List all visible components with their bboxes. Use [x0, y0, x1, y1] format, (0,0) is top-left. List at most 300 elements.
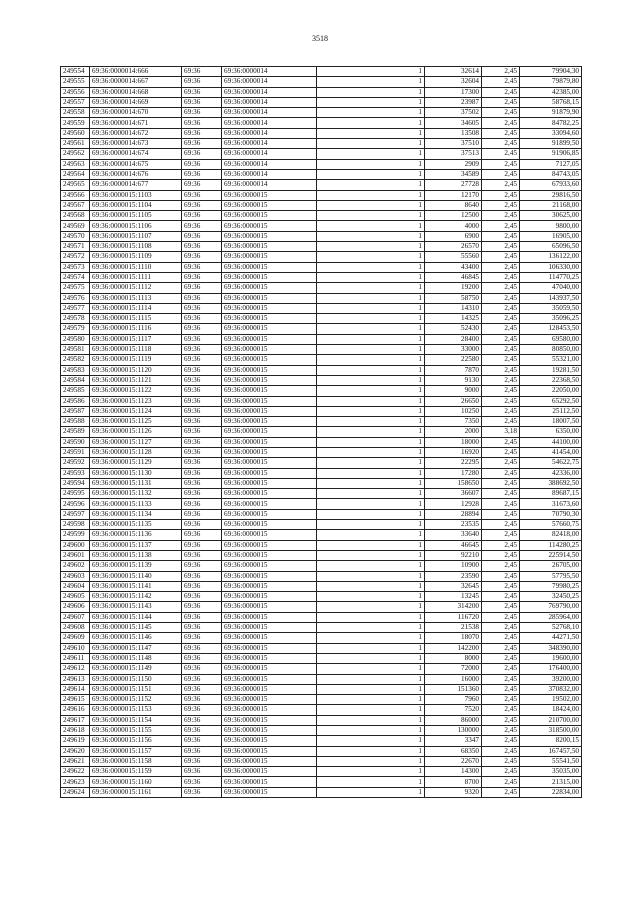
region-code: 69:36: [182, 437, 222, 447]
row-number: 249599: [61, 530, 90, 540]
cadastral-number: 69:36:0000015:1122: [90, 386, 182, 396]
value-cell: 67933,60: [520, 180, 582, 190]
table-row: [61, 180, 582, 190]
row-number: 249606: [61, 602, 90, 612]
area-cell: 34589: [425, 169, 482, 179]
rate-cell: 2,45: [482, 128, 520, 138]
cadastral-number: 69:36:0000015:1117: [90, 334, 182, 344]
cadastral-block: 69:36:0000014: [222, 139, 317, 149]
area-cell: 8640: [425, 200, 482, 210]
table-row: [61, 499, 582, 509]
cadastral-number: 69:36:0000015:1142: [90, 592, 182, 602]
region-code: 69:36: [182, 77, 222, 87]
area-cell: 13245: [425, 592, 482, 602]
region-code: 69:36: [182, 293, 222, 303]
cadastral-number: 69:36:0000015:1143: [90, 602, 182, 612]
value-cell: 26705,00: [520, 561, 582, 571]
value-cell: 54622,75: [520, 458, 582, 468]
value-cell: 8200,15: [520, 736, 582, 746]
row-number: 249574: [61, 272, 90, 282]
rate-cell: 2,45: [482, 386, 520, 396]
parcel-count: 1: [317, 77, 425, 87]
table-row: [61, 520, 582, 530]
parcel-count: 1: [317, 674, 425, 684]
rate-cell: 2,45: [482, 231, 520, 241]
rate-cell: 2,45: [482, 726, 520, 736]
table-row: [61, 458, 582, 468]
value-cell: 80850,00: [520, 345, 582, 355]
rate-cell: 2,45: [482, 314, 520, 324]
table-row: [61, 211, 582, 221]
region-code: 69:36: [182, 695, 222, 705]
parcel-count: 1: [317, 375, 425, 385]
row-number: 249584: [61, 375, 90, 385]
rate-cell: 2,45: [482, 674, 520, 684]
area-cell: 18070: [425, 633, 482, 643]
value-cell: 136122,00: [520, 252, 582, 262]
region-code: 69:36: [182, 602, 222, 612]
cadastral-block: 69:36:0000015: [222, 520, 317, 530]
cadastral-block: 69:36:0000015: [222, 221, 317, 231]
cadastral-block: 69:36:0000015: [222, 561, 317, 571]
table-row: [61, 283, 582, 293]
area-cell: 16000: [425, 674, 482, 684]
table-row: [61, 736, 582, 746]
area-cell: 2000: [425, 427, 482, 437]
row-number: 249571: [61, 242, 90, 252]
table-row: [61, 674, 582, 684]
cadastral-block: 69:36:0000015: [222, 478, 317, 488]
value-cell: 91906,85: [520, 149, 582, 159]
table-row: [61, 128, 582, 138]
rate-cell: 2,45: [482, 489, 520, 499]
row-number: 249556: [61, 87, 90, 97]
rate-cell: 2,45: [482, 571, 520, 581]
table-row: [61, 726, 582, 736]
cadastral-number: 69:36:0000015:1126: [90, 427, 182, 437]
region-code: 69:36: [182, 139, 222, 149]
row-number: 249623: [61, 777, 90, 787]
region-code: 69:36: [182, 262, 222, 272]
row-number: 249576: [61, 293, 90, 303]
cadastral-block: 69:36:0000014: [222, 108, 317, 118]
value-cell: 57660,75: [520, 520, 582, 530]
rate-cell: 2,45: [482, 108, 520, 118]
cadastral-block: 69:36:0000015: [222, 777, 317, 787]
cadastral-block: 69:36:0000015: [222, 787, 317, 797]
table-row: [61, 169, 582, 179]
region-code: 69:36: [182, 324, 222, 334]
region-code: 69:36: [182, 581, 222, 591]
table-row: [61, 324, 582, 334]
region-code: 69:36: [182, 406, 222, 416]
area-cell: 16920: [425, 447, 482, 457]
area-cell: 12500: [425, 211, 482, 221]
parcel-count: 1: [317, 417, 425, 427]
table-row: [61, 777, 582, 787]
area-cell: 4000: [425, 221, 482, 231]
area-cell: 72000: [425, 664, 482, 674]
area-cell: 22295: [425, 458, 482, 468]
cadastral-number: 69:36:0000015:1134: [90, 509, 182, 519]
row-number: 249565: [61, 180, 90, 190]
table-body: [61, 67, 582, 798]
rate-cell: 2,45: [482, 272, 520, 282]
rate-cell: 2,45: [482, 653, 520, 663]
parcel-count: 1: [317, 623, 425, 633]
cadastral-block: 69:36:0000015: [222, 509, 317, 519]
area-cell: 7870: [425, 365, 482, 375]
area-cell: 32645: [425, 581, 482, 591]
area-cell: 43400: [425, 262, 482, 272]
cadastral-block: 69:36:0000015: [222, 633, 317, 643]
area-cell: 158650: [425, 478, 482, 488]
row-number: 249613: [61, 674, 90, 684]
value-cell: 9800,00: [520, 221, 582, 231]
region-code: 69:36: [182, 643, 222, 653]
area-cell: 23590: [425, 571, 482, 581]
row-number: 249614: [61, 684, 90, 694]
cadastral-number: 69:36:0000014:673: [90, 139, 182, 149]
value-cell: 106330,00: [520, 262, 582, 272]
row-number: 249559: [61, 118, 90, 128]
row-number: 249583: [61, 365, 90, 375]
parcel-count: 1: [317, 303, 425, 313]
cadastral-block: 69:36:0000014: [222, 128, 317, 138]
region-code: 69:36: [182, 200, 222, 210]
cadastral-block: 69:36:0000015: [222, 200, 317, 210]
region-code: 69:36: [182, 365, 222, 375]
value-cell: 18424,00: [520, 705, 582, 715]
row-number: 249594: [61, 478, 90, 488]
value-cell: 210700,00: [520, 715, 582, 725]
cadastral-number: 69:36:0000015:1104: [90, 200, 182, 210]
parcel-count: 1: [317, 561, 425, 571]
value-cell: 35096,25: [520, 314, 582, 324]
area-cell: 86000: [425, 715, 482, 725]
cadastral-block: 69:36:0000014: [222, 149, 317, 159]
row-number: 249557: [61, 97, 90, 107]
cadastral-block: 69:36:0000015: [222, 324, 317, 334]
region-code: 69:36: [182, 417, 222, 427]
value-cell: 44271,50: [520, 633, 582, 643]
cadastral-block: 69:36:0000014: [222, 77, 317, 87]
cadastral-number: 69:36:0000015:1147: [90, 643, 182, 653]
table-row: [61, 272, 582, 282]
rate-cell: 2,45: [482, 67, 520, 77]
region-code: 69:36: [182, 550, 222, 560]
value-cell: 52768,10: [520, 623, 582, 633]
row-number: 249579: [61, 324, 90, 334]
rate-cell: 2,45: [482, 221, 520, 231]
rate-cell: 2,45: [482, 334, 520, 344]
value-cell: 44100,00: [520, 437, 582, 447]
parcel-count: 1: [317, 169, 425, 179]
rate-cell: 2,45: [482, 550, 520, 560]
cadastral-block: 69:36:0000015: [222, 499, 317, 509]
parcel-count: 1: [317, 458, 425, 468]
table-row: [61, 118, 582, 128]
area-cell: 36607: [425, 489, 482, 499]
cadastral-number: 69:36:0000015:1140: [90, 571, 182, 581]
row-number: 249590: [61, 437, 90, 447]
rate-cell: 2,45: [482, 602, 520, 612]
parcel-count: 1: [317, 499, 425, 509]
rate-cell: 2,45: [482, 612, 520, 622]
rate-cell: 2,45: [482, 396, 520, 406]
value-cell: 25112,50: [520, 406, 582, 416]
rate-cell: 2,45: [482, 262, 520, 272]
region-code: 69:36: [182, 684, 222, 694]
rate-cell: 2,45: [482, 417, 520, 427]
parcel-count: 1: [317, 159, 425, 169]
cadastral-number: 69:36:0000015:1106: [90, 221, 182, 231]
rate-cell: 2,45: [482, 592, 520, 602]
parcel-count: 1: [317, 447, 425, 457]
table-row: [61, 571, 582, 581]
value-cell: 70790,30: [520, 509, 582, 519]
row-number: 249610: [61, 643, 90, 653]
table-row: [61, 787, 582, 797]
table-row: [61, 530, 582, 540]
cadastral-number: 69:36:0000015:1136: [90, 530, 182, 540]
row-number: 249595: [61, 489, 90, 499]
cadastral-block: 69:36:0000015: [222, 386, 317, 396]
region-code: 69:36: [182, 736, 222, 746]
region-code: 69:36: [182, 396, 222, 406]
cadastral-number: 69:36:0000015:1156: [90, 736, 182, 746]
area-cell: 46845: [425, 272, 482, 282]
cadastral-number: 69:36:0000015:1129: [90, 458, 182, 468]
region-code: 69:36: [182, 458, 222, 468]
cadastral-number: 69:36:0000015:1114: [90, 303, 182, 313]
table-row: [61, 612, 582, 622]
region-code: 69:36: [182, 623, 222, 633]
parcel-count: 1: [317, 118, 425, 128]
value-cell: 7127,05: [520, 159, 582, 169]
table-row: [61, 695, 582, 705]
area-cell: 37510: [425, 139, 482, 149]
cadastral-number: 69:36:0000015:1115: [90, 314, 182, 324]
rate-cell: 2,45: [482, 736, 520, 746]
value-cell: 19502,00: [520, 695, 582, 705]
area-cell: 7520: [425, 705, 482, 715]
cadastral-number: 69:36:0000015:1153: [90, 705, 182, 715]
parcel-count: 1: [317, 684, 425, 694]
cadastral-number: 69:36:0000015:1155: [90, 726, 182, 736]
parcel-count: 1: [317, 612, 425, 622]
value-cell: 82418,00: [520, 530, 582, 540]
row-number: 249561: [61, 139, 90, 149]
rate-cell: 2,45: [482, 705, 520, 715]
value-cell: 18007,50: [520, 417, 582, 427]
cadastral-number: 69:36:0000015:1111: [90, 272, 182, 282]
cadastral-number: 69:36:0000015:1128: [90, 447, 182, 457]
value-cell: 285964,00: [520, 612, 582, 622]
table-row: [61, 149, 582, 159]
value-cell: 19600,00: [520, 653, 582, 663]
value-cell: 22834,00: [520, 787, 582, 797]
cadastral-number: 69:36:0000015:1124: [90, 406, 182, 416]
page-number: 3518: [312, 34, 328, 43]
table-row: [61, 664, 582, 674]
parcel-count: 1: [317, 736, 425, 746]
area-cell: 92210: [425, 550, 482, 560]
row-number: 249575: [61, 283, 90, 293]
region-code: 69:36: [182, 592, 222, 602]
area-cell: 7350: [425, 417, 482, 427]
region-code: 69:36: [182, 190, 222, 200]
parcel-count: 1: [317, 231, 425, 241]
parcel-count: 1: [317, 756, 425, 766]
cadastral-block: 69:36:0000015: [222, 458, 317, 468]
cadastral-block: 69:36:0000015: [222, 396, 317, 406]
row-number: 249601: [61, 550, 90, 560]
cadastral-number: 69:36:0000015:1125: [90, 417, 182, 427]
parcel-count: 1: [317, 509, 425, 519]
parcel-count: 1: [317, 468, 425, 478]
parcel-count: 1: [317, 705, 425, 715]
table-row: [61, 396, 582, 406]
parcel-count: 1: [317, 777, 425, 787]
rate-cell: 2,45: [482, 375, 520, 385]
region-code: 69:36: [182, 715, 222, 725]
rate-cell: 2,45: [482, 767, 520, 777]
cadastral-block: 69:36:0000015: [222, 283, 317, 293]
row-number: 249578: [61, 314, 90, 324]
value-cell: 55541,50: [520, 756, 582, 766]
row-number: 249568: [61, 211, 90, 221]
area-cell: 33000: [425, 345, 482, 355]
area-cell: 6900: [425, 231, 482, 241]
rate-cell: 2,45: [482, 200, 520, 210]
cadastral-block: 69:36:0000015: [222, 674, 317, 684]
value-cell: 42336,00: [520, 468, 582, 478]
rate-cell: 2,45: [482, 118, 520, 128]
cadastral-block: 69:36:0000015: [222, 746, 317, 756]
value-cell: 65096,50: [520, 242, 582, 252]
area-cell: 130000: [425, 726, 482, 736]
cadastral-number: 69:36:0000015:1159: [90, 767, 182, 777]
cadastral-block: 69:36:0000015: [222, 211, 317, 221]
area-cell: 27728: [425, 180, 482, 190]
table-row: [61, 715, 582, 725]
rate-cell: 2,45: [482, 242, 520, 252]
parcel-count: 1: [317, 242, 425, 252]
table-row: [61, 653, 582, 663]
parcel-count: 1: [317, 128, 425, 138]
region-code: 69:36: [182, 128, 222, 138]
cadastral-block: 69:36:0000015: [222, 447, 317, 457]
value-cell: 21315,00: [520, 777, 582, 787]
value-cell: 6350,00: [520, 427, 582, 437]
cadastral-value-table: [60, 66, 582, 798]
row-number: 249570: [61, 231, 90, 241]
region-code: 69:36: [182, 67, 222, 77]
region-code: 69:36: [182, 345, 222, 355]
region-code: 69:36: [182, 108, 222, 118]
cadastral-block: 69:36:0000015: [222, 375, 317, 385]
parcel-count: 1: [317, 149, 425, 159]
region-code: 69:36: [182, 221, 222, 231]
parcel-count: 1: [317, 726, 425, 736]
cadastral-number: 69:36:0000015:1151: [90, 684, 182, 694]
table-row: [61, 242, 582, 252]
rate-cell: 2,45: [482, 746, 520, 756]
table-row: [61, 592, 582, 602]
row-number: 249586: [61, 396, 90, 406]
rate-cell: 2,45: [482, 87, 520, 97]
rate-cell: 2,45: [482, 447, 520, 457]
cadastral-number: 69:36:0000014:672: [90, 128, 182, 138]
cadastral-number: 69:36:0000015:1133: [90, 499, 182, 509]
table-row: [61, 77, 582, 87]
value-cell: 29816,50: [520, 190, 582, 200]
cadastral-block: 69:36:0000015: [222, 550, 317, 560]
region-code: 69:36: [182, 314, 222, 324]
row-number: 249597: [61, 509, 90, 519]
parcel-count: 1: [317, 540, 425, 550]
cadastral-number: 69:36:0000015:1112: [90, 283, 182, 293]
area-cell: 116720: [425, 612, 482, 622]
row-number: 249555: [61, 77, 90, 87]
area-cell: 58750: [425, 293, 482, 303]
parcel-count: 1: [317, 324, 425, 334]
table-row: [61, 97, 582, 107]
cadastral-number: 69:36:0000015:1119: [90, 355, 182, 365]
area-cell: 23987: [425, 97, 482, 107]
cadastral-block: 69:36:0000015: [222, 592, 317, 602]
area-cell: 26650: [425, 396, 482, 406]
cadastral-number: 69:36:0000014:677: [90, 180, 182, 190]
region-code: 69:36: [182, 159, 222, 169]
table-row: [61, 252, 582, 262]
region-code: 69:36: [182, 540, 222, 550]
row-number: 249560: [61, 128, 90, 138]
row-number: 249592: [61, 458, 90, 468]
rate-cell: 2,45: [482, 540, 520, 550]
area-cell: 2909: [425, 159, 482, 169]
rate-cell: 2,45: [482, 777, 520, 787]
parcel-count: 1: [317, 108, 425, 118]
area-cell: 22580: [425, 355, 482, 365]
value-cell: 114280,25: [520, 540, 582, 550]
row-number: 249569: [61, 221, 90, 231]
value-cell: 348390,00: [520, 643, 582, 653]
parcel-count: 1: [317, 262, 425, 272]
rate-cell: 2,45: [482, 787, 520, 797]
table-row: [61, 550, 582, 560]
row-number: 249588: [61, 417, 90, 427]
row-number: 249558: [61, 108, 90, 118]
rate-cell: 2,45: [482, 756, 520, 766]
cadastral-block: 69:36:0000015: [222, 602, 317, 612]
area-cell: 10250: [425, 406, 482, 416]
cadastral-block: 69:36:0000015: [222, 489, 317, 499]
area-cell: 22670: [425, 756, 482, 766]
parcel-count: 1: [317, 478, 425, 488]
table-row: [61, 489, 582, 499]
row-number: 249582: [61, 355, 90, 365]
cadastral-number: 69:36:0000015:1127: [90, 437, 182, 447]
rate-cell: 2,45: [482, 478, 520, 488]
rate-cell: 3,18: [482, 427, 520, 437]
area-cell: 12170: [425, 190, 482, 200]
area-cell: 13508: [425, 128, 482, 138]
cadastral-block: 69:36:0000015: [222, 767, 317, 777]
region-code: 69:36: [182, 705, 222, 715]
cadastral-block: 69:36:0000014: [222, 169, 317, 179]
